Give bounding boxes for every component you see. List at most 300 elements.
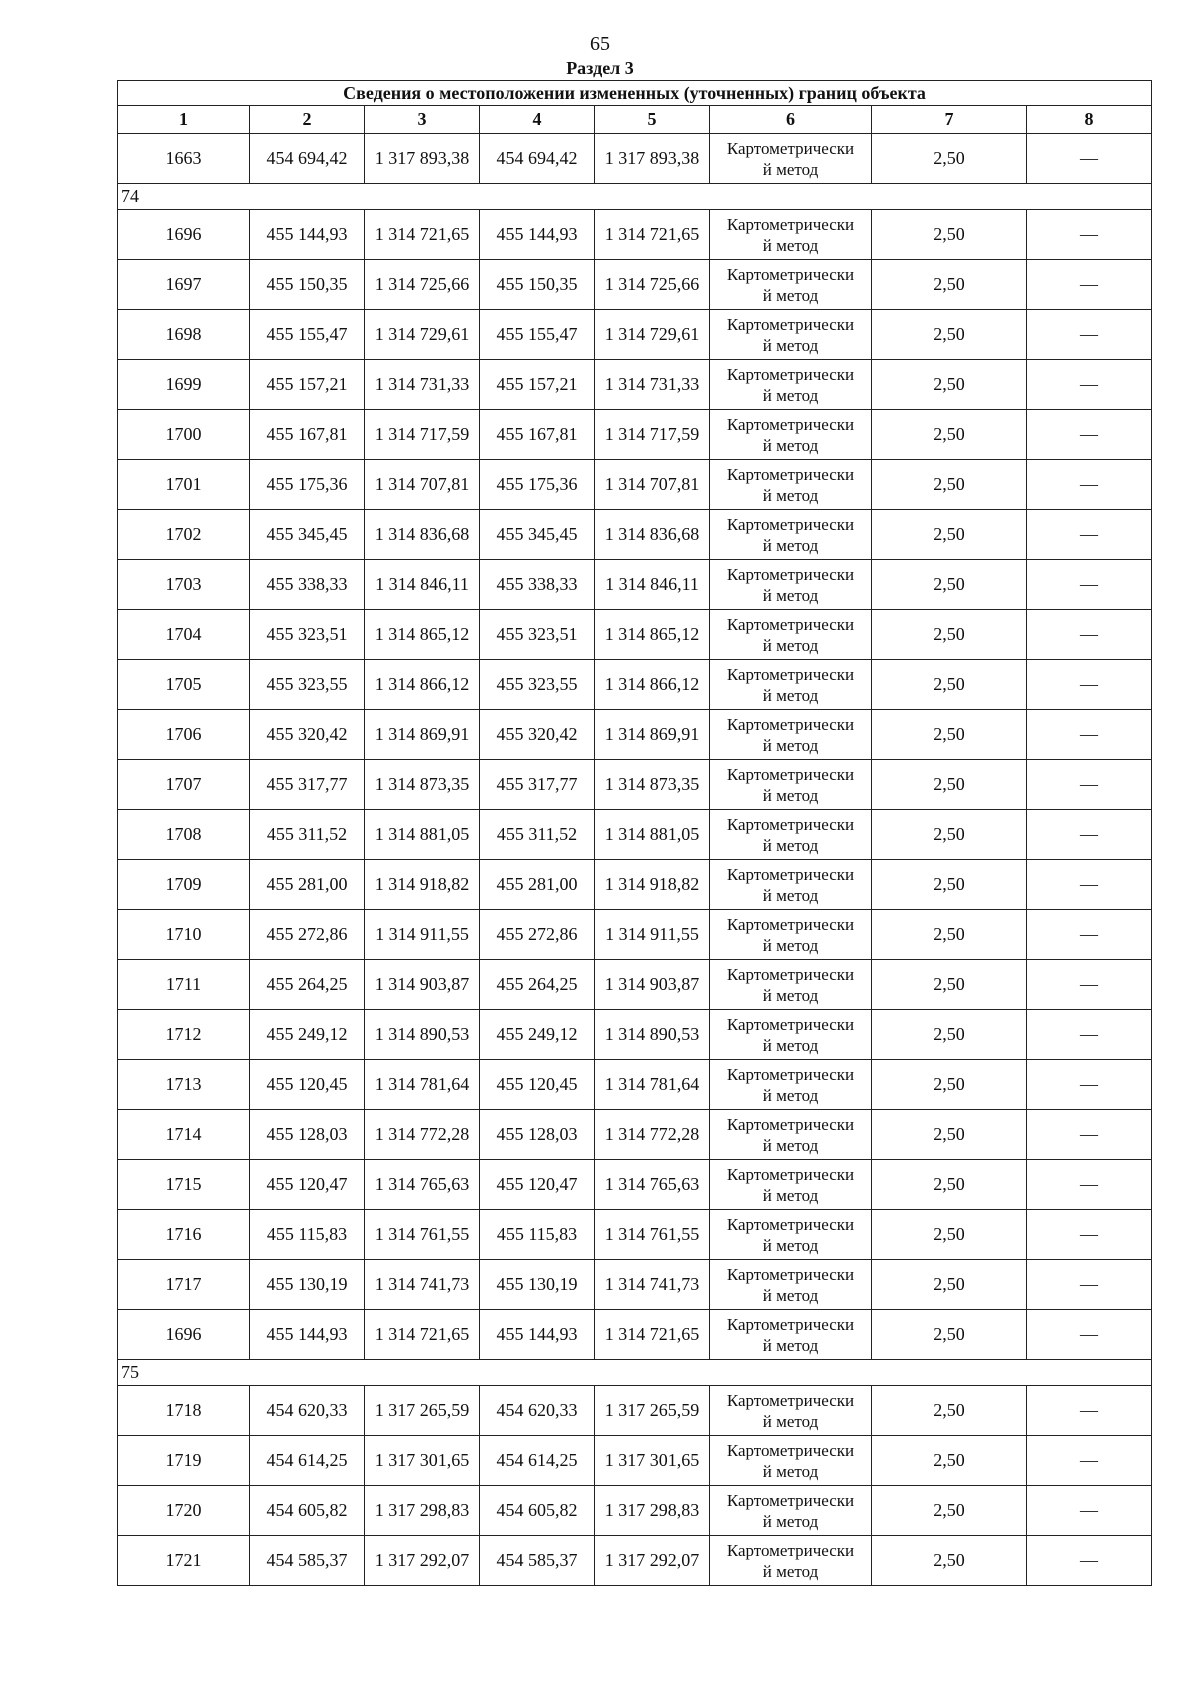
method-text-line2: й метод <box>762 585 819 605</box>
method-text-line1: Картометрически <box>726 264 855 284</box>
x-new-cell: 455 167,81 <box>480 410 595 460</box>
point-number-cell: 1708 <box>118 810 250 860</box>
method-cell <box>710 210 872 260</box>
x-new-cell: 455 120,47 <box>480 1160 595 1210</box>
method-text-line1: Картометрически <box>726 364 855 384</box>
y-existing-cell: 1 317 301,65 <box>365 1436 480 1486</box>
table-row <box>118 1436 1152 1486</box>
y-new-cell: 1 314 873,35 <box>595 760 710 810</box>
accuracy-cell: 2,50 <box>872 1010 1027 1060</box>
method-text-line2: й метод <box>762 1335 819 1355</box>
x-existing-cell: 455 249,12 <box>250 1010 365 1060</box>
x-new-cell: 455 155,47 <box>480 310 595 360</box>
y-new-cell: 1 314 765,63 <box>595 1160 710 1210</box>
x-new-cell: 454 694,42 <box>480 134 595 184</box>
x-existing-cell: 454 694,42 <box>250 134 365 184</box>
accuracy-cell: 2,50 <box>872 260 1027 310</box>
accuracy-cell: 2,50 <box>872 360 1027 410</box>
table-row <box>118 1110 1152 1160</box>
accuracy-cell: 2,50 <box>872 810 1027 860</box>
method-text-line1: Картометрически <box>726 1390 855 1410</box>
description-cell: — <box>1027 910 1152 960</box>
accuracy-cell: 2,50 <box>872 1486 1027 1536</box>
accuracy-cell: 2,50 <box>872 710 1027 760</box>
x-new-cell: 455 128,03 <box>480 1110 595 1160</box>
point-number-cell: 1714 <box>118 1110 250 1160</box>
x-existing-cell: 455 128,03 <box>250 1110 365 1160</box>
point-number-cell: 1703 <box>118 560 250 610</box>
x-existing-cell: 455 120,47 <box>250 1160 365 1210</box>
method-cell <box>710 1436 872 1486</box>
point-number-cell: 1709 <box>118 860 250 910</box>
y-new-cell: 1 314 725,66 <box>595 260 710 310</box>
column-header: 6 <box>710 106 872 134</box>
method-text-line1: Картометрически <box>726 814 855 834</box>
description-cell: — <box>1027 810 1152 860</box>
method-cell <box>710 1386 872 1436</box>
accuracy-cell: 2,50 <box>872 1310 1027 1360</box>
accuracy-cell: 2,50 <box>872 960 1027 1010</box>
method-text-line2: й метод <box>762 1135 819 1155</box>
y-new-cell: 1 314 881,05 <box>595 810 710 860</box>
method-text-line2: й метод <box>762 785 819 805</box>
point-number-cell: 1716 <box>118 1210 250 1260</box>
y-new-cell: 1 314 846,11 <box>595 560 710 610</box>
point-number-cell: 1697 <box>118 260 250 310</box>
x-new-cell: 455 249,12 <box>480 1010 595 1060</box>
description-cell: — <box>1027 360 1152 410</box>
description-cell: — <box>1027 210 1152 260</box>
y-new-cell: 1 314 865,12 <box>595 610 710 660</box>
method-text-line2: й метод <box>762 1185 819 1205</box>
method-cell <box>710 510 872 560</box>
method-text-line1: Картометрически <box>726 764 855 784</box>
method-cell <box>710 134 872 184</box>
method-text-line1: Картометрически <box>726 714 855 734</box>
y-new-cell: 1 314 761,55 <box>595 1210 710 1260</box>
method-text-line1: Картометрически <box>726 864 855 884</box>
accuracy-cell: 2,50 <box>872 310 1027 360</box>
x-new-cell: 455 323,55 <box>480 660 595 710</box>
y-new-cell: 1 317 298,83 <box>595 1486 710 1536</box>
point-number-cell: 1720 <box>118 1486 250 1536</box>
y-existing-cell: 1 314 903,87 <box>365 960 480 1010</box>
x-new-cell: 455 311,52 <box>480 810 595 860</box>
table-row <box>118 510 1152 560</box>
y-existing-cell: 1 314 836,68 <box>365 510 480 560</box>
table-row <box>118 960 1152 1010</box>
x-existing-cell: 455 272,86 <box>250 910 365 960</box>
x-existing-cell: 455 323,51 <box>250 610 365 660</box>
point-number-cell: 1702 <box>118 510 250 560</box>
x-new-cell: 455 120,45 <box>480 1060 595 1110</box>
x-existing-cell: 454 605,82 <box>250 1486 365 1536</box>
method-cell <box>710 1060 872 1110</box>
method-text-line2: й метод <box>762 385 819 405</box>
method-text-line1: Картометрически <box>726 1264 855 1284</box>
table-row <box>118 560 1152 610</box>
method-text-line2: й метод <box>762 535 819 555</box>
x-existing-cell: 455 345,45 <box>250 510 365 560</box>
description-cell: — <box>1027 860 1152 910</box>
y-existing-cell: 1 314 731,33 <box>365 360 480 410</box>
point-number-cell: 1712 <box>118 1010 250 1060</box>
description-cell: — <box>1027 1260 1152 1310</box>
description-cell: — <box>1027 1160 1152 1210</box>
y-new-cell: 1 314 772,28 <box>595 1110 710 1160</box>
method-text-line1: Картометрически <box>726 1014 855 1034</box>
description-cell: — <box>1027 1436 1152 1486</box>
point-number-cell: 1700 <box>118 410 250 460</box>
method-text-line1: Картометрически <box>726 614 855 634</box>
method-text-line1: Картометрически <box>726 664 855 684</box>
method-cell <box>710 360 872 410</box>
page-number: 65 <box>590 33 610 55</box>
point-number-cell: 1699 <box>118 360 250 410</box>
y-existing-cell: 1 317 292,07 <box>365 1536 480 1586</box>
table-row <box>118 410 1152 460</box>
table-row <box>118 710 1152 760</box>
x-existing-cell: 455 157,21 <box>250 360 365 410</box>
table-row <box>118 610 1152 660</box>
method-text-line1: Картометрически <box>726 464 855 484</box>
method-cell <box>710 760 872 810</box>
y-new-cell: 1 314 729,61 <box>595 310 710 360</box>
x-existing-cell: 454 585,37 <box>250 1536 365 1586</box>
x-new-cell: 455 264,25 <box>480 960 595 1010</box>
method-text-line2: й метод <box>762 1035 819 1055</box>
accuracy-cell: 2,50 <box>872 460 1027 510</box>
accuracy-cell: 2,50 <box>872 660 1027 710</box>
accuracy-cell: 2,50 <box>872 560 1027 610</box>
table-row <box>118 760 1152 810</box>
method-text-line2: й метод <box>762 1561 819 1581</box>
contour-group-row <box>118 1360 1152 1386</box>
method-cell <box>710 710 872 760</box>
description-cell: — <box>1027 1386 1152 1436</box>
description-cell: — <box>1027 1486 1152 1536</box>
method-cell <box>710 810 872 860</box>
method-cell <box>710 660 872 710</box>
x-new-cell: 455 150,35 <box>480 260 595 310</box>
y-new-cell: 1 314 781,64 <box>595 1060 710 1110</box>
description-cell: — <box>1027 1536 1152 1586</box>
accuracy-cell: 2,50 <box>872 1436 1027 1486</box>
method-cell <box>710 1010 872 1060</box>
x-existing-cell: 455 264,25 <box>250 960 365 1010</box>
method-text-line2: й метод <box>762 285 819 305</box>
y-new-cell: 1 314 717,59 <box>595 410 710 460</box>
table-row <box>118 1060 1152 1110</box>
table-row <box>118 1386 1152 1436</box>
point-number-cell: 1663 <box>118 134 250 184</box>
x-new-cell: 454 585,37 <box>480 1536 595 1586</box>
method-text-line1: Картометрически <box>726 1214 855 1234</box>
method-cell <box>710 1310 872 1360</box>
table-row <box>118 1010 1152 1060</box>
method-text-line2: й метод <box>762 1085 819 1105</box>
method-cell <box>710 960 872 1010</box>
x-existing-cell: 454 614,25 <box>250 1436 365 1486</box>
table-row <box>118 1160 1152 1210</box>
y-new-cell: 1 314 731,33 <box>595 360 710 410</box>
point-number-cell: 1704 <box>118 610 250 660</box>
method-text-line2: й метод <box>762 235 819 255</box>
accuracy-cell: 2,50 <box>872 1060 1027 1110</box>
method-cell <box>710 910 872 960</box>
point-number-cell: 1713 <box>118 1060 250 1110</box>
table-row <box>118 1310 1152 1360</box>
column-header: 8 <box>1027 106 1152 134</box>
method-text-line1: Картометрически <box>726 1440 855 1460</box>
description-cell: — <box>1027 1060 1152 1110</box>
method-text-line1: Картометрически <box>726 1540 855 1560</box>
method-text-line1: Картометрически <box>726 314 855 334</box>
y-new-cell: 1 314 903,87 <box>595 960 710 1010</box>
y-new-cell: 1 317 301,65 <box>595 1436 710 1486</box>
method-text-line1: Картометрически <box>726 1114 855 1134</box>
y-existing-cell: 1 317 265,59 <box>365 1386 480 1436</box>
method-text-line1: Картометрически <box>726 964 855 984</box>
method-text-line1: Картометрически <box>726 1490 855 1510</box>
y-existing-cell: 1 314 865,12 <box>365 610 480 660</box>
y-existing-cell: 1 314 721,65 <box>365 1310 480 1360</box>
description-cell: — <box>1027 510 1152 560</box>
description-cell: — <box>1027 260 1152 310</box>
method-cell <box>710 410 872 460</box>
method-cell <box>710 310 872 360</box>
table-row <box>118 860 1152 910</box>
table-title: Сведения о местоположении измененных (уточненных) границ объекта <box>118 81 1152 106</box>
x-new-cell: 454 614,25 <box>480 1436 595 1486</box>
method-cell <box>710 1260 872 1310</box>
point-number-cell: 1701 <box>118 460 250 510</box>
y-existing-cell: 1 314 765,63 <box>365 1160 480 1210</box>
method-cell <box>710 1210 872 1260</box>
method-text-line1: Картометрически <box>726 214 855 234</box>
description-cell: — <box>1027 1010 1152 1060</box>
x-new-cell: 455 130,19 <box>480 1260 595 1310</box>
accuracy-cell: 2,50 <box>872 1210 1027 1260</box>
y-new-cell: 1 317 265,59 <box>595 1386 710 1436</box>
table-row <box>118 260 1152 310</box>
column-header: 5 <box>595 106 710 134</box>
point-number-cell: 1696 <box>118 210 250 260</box>
method-text-line2: й метод <box>762 885 819 905</box>
method-cell <box>710 560 872 610</box>
point-number-cell: 1717 <box>118 1260 250 1310</box>
table-row <box>118 1486 1152 1536</box>
table-row <box>118 660 1152 710</box>
contour-group-row <box>118 184 1152 210</box>
accuracy-cell: 2,50 <box>872 860 1027 910</box>
method-cell <box>710 1110 872 1160</box>
method-cell <box>710 1536 872 1586</box>
y-existing-cell: 1 314 741,73 <box>365 1260 480 1310</box>
method-text-line2: й метод <box>762 435 819 455</box>
column-header: 1 <box>118 106 250 134</box>
accuracy-cell: 2,50 <box>872 1160 1027 1210</box>
description-cell: — <box>1027 760 1152 810</box>
y-existing-cell: 1 314 890,53 <box>365 1010 480 1060</box>
table-row <box>118 310 1152 360</box>
method-cell <box>710 1160 872 1210</box>
method-text-line2: й метод <box>762 1511 819 1531</box>
y-existing-cell: 1 314 881,05 <box>365 810 480 860</box>
y-existing-cell: 1 317 298,83 <box>365 1486 480 1536</box>
x-new-cell: 455 115,83 <box>480 1210 595 1260</box>
table-row <box>118 1536 1152 1586</box>
y-new-cell: 1 317 292,07 <box>595 1536 710 1586</box>
table-title-row <box>118 81 1152 106</box>
accuracy-cell: 2,50 <box>872 410 1027 460</box>
x-new-cell: 454 620,33 <box>480 1386 595 1436</box>
x-existing-cell: 455 167,81 <box>250 410 365 460</box>
x-existing-cell: 454 620,33 <box>250 1386 365 1436</box>
y-new-cell: 1 314 721,65 <box>595 1310 710 1360</box>
table-row <box>118 134 1152 184</box>
y-existing-cell: 1 314 869,91 <box>365 710 480 760</box>
column-header: 7 <box>872 106 1027 134</box>
point-number-cell: 1715 <box>118 1160 250 1210</box>
x-new-cell: 455 272,86 <box>480 910 595 960</box>
method-text-line1: Картометрически <box>726 1164 855 1184</box>
y-existing-cell: 1 314 772,28 <box>365 1110 480 1160</box>
x-new-cell: 455 345,45 <box>480 510 595 560</box>
method-text-line2: й метод <box>762 1411 819 1431</box>
method-text-line1: Картометрически <box>726 1314 855 1334</box>
method-text-line1: Картометрически <box>726 914 855 934</box>
method-text-line2: й метод <box>762 685 819 705</box>
column-header: 4 <box>480 106 595 134</box>
contour-number: 74 <box>118 184 1152 210</box>
point-number-cell: 1705 <box>118 660 250 710</box>
x-existing-cell: 455 115,83 <box>250 1210 365 1260</box>
y-existing-cell: 1 314 911,55 <box>365 910 480 960</box>
y-existing-cell: 1 314 761,55 <box>365 1210 480 1260</box>
accuracy-cell: 2,50 <box>872 1386 1027 1436</box>
accuracy-cell: 2,50 <box>872 210 1027 260</box>
y-existing-cell: 1 314 918,82 <box>365 860 480 910</box>
method-text-line2: й метод <box>762 835 819 855</box>
y-existing-cell: 1 314 717,59 <box>365 410 480 460</box>
point-number-cell: 1721 <box>118 1536 250 1586</box>
y-new-cell: 1 314 741,73 <box>595 1260 710 1310</box>
x-existing-cell: 455 155,47 <box>250 310 365 360</box>
y-new-cell: 1 314 890,53 <box>595 1010 710 1060</box>
boundary-table <box>117 80 1152 1586</box>
point-number-cell: 1707 <box>118 760 250 810</box>
y-new-cell: 1 317 893,38 <box>595 134 710 184</box>
x-new-cell: 455 281,00 <box>480 860 595 910</box>
accuracy-cell: 2,50 <box>872 1110 1027 1160</box>
table-row <box>118 810 1152 860</box>
x-existing-cell: 455 311,52 <box>250 810 365 860</box>
method-text-line2: й метод <box>762 1461 819 1481</box>
x-existing-cell: 455 150,35 <box>250 260 365 310</box>
method-text-line2: й метод <box>762 635 819 655</box>
method-text-line2: й метод <box>762 485 819 505</box>
y-existing-cell: 1 314 729,61 <box>365 310 480 360</box>
y-existing-cell: 1 317 893,38 <box>365 134 480 184</box>
y-new-cell: 1 314 911,55 <box>595 910 710 960</box>
x-new-cell: 455 144,93 <box>480 210 595 260</box>
description-cell: — <box>1027 410 1152 460</box>
accuracy-cell: 2,50 <box>872 760 1027 810</box>
table-body <box>118 134 1152 1586</box>
point-number-cell: 1698 <box>118 310 250 360</box>
x-new-cell: 455 338,33 <box>480 560 595 610</box>
accuracy-cell: 2,50 <box>872 910 1027 960</box>
y-existing-cell: 1 314 721,65 <box>365 210 480 260</box>
method-text-line1: Картометрически <box>726 564 855 584</box>
accuracy-cell: 2,50 <box>872 1536 1027 1586</box>
table-row <box>118 210 1152 260</box>
method-text-line2: й метод <box>762 985 819 1005</box>
method-text-line1: Картометрически <box>726 414 855 434</box>
contour-number: 75 <box>118 1360 1152 1386</box>
table-row <box>118 360 1152 410</box>
column-header-row <box>118 106 1152 134</box>
method-text-line1: Картометрически <box>726 138 855 158</box>
section-title: Раздел 3 <box>566 58 634 78</box>
x-new-cell: 455 317,77 <box>480 760 595 810</box>
y-existing-cell: 1 314 846,11 <box>365 560 480 610</box>
point-number-cell: 1696 <box>118 1310 250 1360</box>
x-existing-cell: 455 320,42 <box>250 710 365 760</box>
table-row <box>118 460 1152 510</box>
y-existing-cell: 1 314 781,64 <box>365 1060 480 1110</box>
x-existing-cell: 455 281,00 <box>250 860 365 910</box>
x-new-cell: 455 323,51 <box>480 610 595 660</box>
y-new-cell: 1 314 707,81 <box>595 460 710 510</box>
description-cell: — <box>1027 310 1152 360</box>
method-text-line2: й метод <box>762 159 819 179</box>
point-number-cell: 1710 <box>118 910 250 960</box>
description-cell: — <box>1027 1210 1152 1260</box>
description-cell: — <box>1027 460 1152 510</box>
x-existing-cell: 455 144,93 <box>250 210 365 260</box>
description-cell: — <box>1027 660 1152 710</box>
y-new-cell: 1 314 918,82 <box>595 860 710 910</box>
method-cell <box>710 1486 872 1536</box>
description-cell: — <box>1027 1110 1152 1160</box>
x-existing-cell: 455 175,36 <box>250 460 365 510</box>
x-new-cell: 455 157,21 <box>480 360 595 410</box>
method-cell <box>710 610 872 660</box>
y-existing-cell: 1 314 725,66 <box>365 260 480 310</box>
method-text-line2: й метод <box>762 335 819 355</box>
x-new-cell: 454 605,82 <box>480 1486 595 1536</box>
accuracy-cell: 2,50 <box>872 610 1027 660</box>
y-existing-cell: 1 314 707,81 <box>365 460 480 510</box>
table-row <box>118 1260 1152 1310</box>
point-number-cell: 1711 <box>118 960 250 1010</box>
x-existing-cell: 455 317,77 <box>250 760 365 810</box>
description-cell: — <box>1027 134 1152 184</box>
y-existing-cell: 1 314 866,12 <box>365 660 480 710</box>
x-existing-cell: 455 130,19 <box>250 1260 365 1310</box>
accuracy-cell: 2,50 <box>872 134 1027 184</box>
accuracy-cell: 2,50 <box>872 1260 1027 1310</box>
y-existing-cell: 1 314 873,35 <box>365 760 480 810</box>
accuracy-cell: 2,50 <box>872 510 1027 560</box>
x-existing-cell: 455 144,93 <box>250 1310 365 1360</box>
description-cell: — <box>1027 610 1152 660</box>
method-cell <box>710 860 872 910</box>
method-cell <box>710 460 872 510</box>
point-number-cell: 1719 <box>118 1436 250 1486</box>
